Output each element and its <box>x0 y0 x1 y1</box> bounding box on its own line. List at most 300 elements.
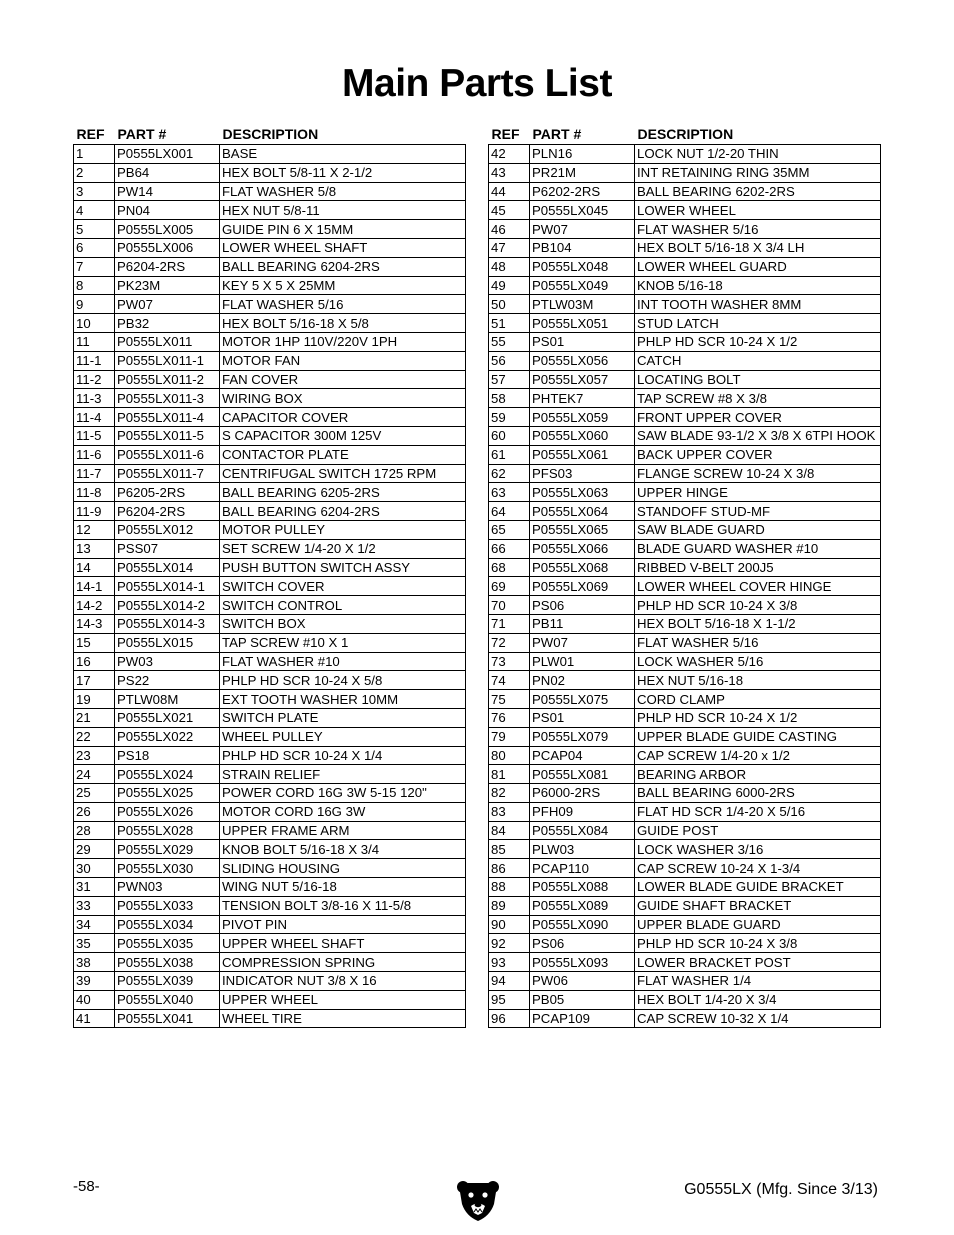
table-row <box>489 878 881 897</box>
ref-cell: 59 <box>489 408 530 427</box>
description-cell: TENSION BOLT 3/8-16 X 11-5/8 <box>220 896 466 915</box>
part-number-cell: PHTEK7 <box>530 389 635 408</box>
ref-cell: 89 <box>489 896 530 915</box>
table-row <box>489 502 881 521</box>
description-cell: WHEEL PULLEY <box>220 727 466 746</box>
table-row <box>489 821 881 840</box>
part-number-cell: PSS07 <box>115 539 220 558</box>
description-cell: FLAT WASHER 5/16 <box>635 220 881 239</box>
ref-cell: 60 <box>489 426 530 445</box>
table-row <box>74 765 466 784</box>
description-cell: CORD CLAMP <box>635 690 881 709</box>
table-row <box>74 671 466 690</box>
table-row <box>74 295 466 314</box>
description-cell: CONTACTOR PLATE <box>220 445 466 464</box>
part-number-cell: P0555LX012 <box>115 520 220 539</box>
table-row <box>489 558 881 577</box>
table-row <box>74 539 466 558</box>
table-row <box>489 163 881 182</box>
table-row <box>74 821 466 840</box>
description-cell: PHLP HD SCR 10-24 X 3/8 <box>635 596 881 615</box>
description-cell: S CAPACITOR 300M 125V <box>220 426 466 445</box>
description-cell: BEARING ARBOR <box>635 765 881 784</box>
description-cell: KNOB BOLT 5/16-18 X 3/4 <box>220 840 466 859</box>
ref-cell: 11-2 <box>74 370 115 389</box>
ref-cell: 11-8 <box>74 483 115 502</box>
part-number-cell: P0555LX022 <box>115 727 220 746</box>
part-number-cell: P0555LX015 <box>115 633 220 652</box>
part-number-cell: PLW01 <box>530 652 635 671</box>
part-number-cell: P0555LX034 <box>115 915 220 934</box>
parts-table-right-body <box>489 145 881 1028</box>
part-number-cell: PTLW03M <box>530 295 635 314</box>
part-number-cell: P0555LX014 <box>115 558 220 577</box>
table-row <box>489 351 881 370</box>
description-cell: CENTRIFUGAL SWITCH 1725 RPM <box>220 464 466 483</box>
ref-cell: 55 <box>489 332 530 351</box>
table-row <box>74 145 466 164</box>
table-row <box>74 990 466 1009</box>
description-cell: BACK UPPER COVER <box>635 445 881 464</box>
ref-column-header: REF <box>76 125 105 142</box>
description-cell: FLAT WASHER 5/16 <box>635 633 881 652</box>
part-number-cell: P0555LX038 <box>115 953 220 972</box>
table-row <box>489 464 881 483</box>
part-number-cell: P0555LX001 <box>115 145 220 164</box>
description-cell: MOTOR 1HP 110V/220V 1PH <box>220 332 466 351</box>
description-cell: HEX NUT 5/16-18 <box>635 671 881 690</box>
table-row <box>74 257 466 276</box>
ref-cell: 48 <box>489 257 530 276</box>
ref-cell: 34 <box>74 915 115 934</box>
table-row <box>489 445 881 464</box>
part-number-cell: PW07 <box>115 295 220 314</box>
parts-table-right <box>488 123 881 1028</box>
part-number-cell: PWN03 <box>115 878 220 897</box>
ref-cell: 38 <box>74 953 115 972</box>
ref-cell: 11-7 <box>74 464 115 483</box>
part-number-cell: P0555LX057 <box>530 370 635 389</box>
table-row <box>489 990 881 1009</box>
table-row <box>489 972 881 991</box>
ref-cell: 93 <box>489 953 530 972</box>
part-number-cell: PS18 <box>115 746 220 765</box>
part-number-cell: P0555LX040 <box>115 990 220 1009</box>
table-row <box>74 802 466 821</box>
table-row <box>489 483 881 502</box>
table-row <box>489 276 881 295</box>
table-row <box>74 351 466 370</box>
table-row <box>74 483 466 502</box>
description-cell: KNOB 5/16-18 <box>635 276 881 295</box>
table-row <box>74 201 466 220</box>
table-row <box>489 539 881 558</box>
table-row <box>74 953 466 972</box>
ref-cell: 9 <box>74 295 115 314</box>
table-row <box>74 520 466 539</box>
description-cell: KEY 5 X 5 X 25MM <box>220 276 466 295</box>
table-row <box>489 314 881 333</box>
part-number-cell: PW06 <box>530 972 635 991</box>
table-row <box>74 426 466 445</box>
ref-cell: 92 <box>489 934 530 953</box>
description-cell: LOWER BLADE GUIDE BRACKET <box>635 878 881 897</box>
part-number-cell: P0555LX048 <box>530 257 635 276</box>
part-number-cell: PS06 <box>530 596 635 615</box>
table-row <box>489 859 881 878</box>
ref-cell: 23 <box>74 746 115 765</box>
table-row <box>74 182 466 201</box>
part-number-cell: P0555LX021 <box>115 708 220 727</box>
table-row <box>74 972 466 991</box>
description-cell: WIRING BOX <box>220 389 466 408</box>
part-number-cell: P0555LX028 <box>115 821 220 840</box>
description-cell: PHLP HD SCR 10-24 X 5/8 <box>220 671 466 690</box>
table-row <box>489 408 881 427</box>
ref-cell: 83 <box>489 802 530 821</box>
ref-cell: 63 <box>489 483 530 502</box>
table-row <box>489 934 881 953</box>
part-number-cell: PCAP110 <box>530 859 635 878</box>
part-number-cell: PW14 <box>115 182 220 201</box>
part-number-cell: PS01 <box>530 708 635 727</box>
part-number-cell: P0555LX029 <box>115 840 220 859</box>
description-cell: FAN COVER <box>220 370 466 389</box>
description-cell: LOWER WHEEL COVER HINGE <box>635 577 881 596</box>
part-number-cell: PCAP109 <box>530 1009 635 1028</box>
table-row <box>489 614 881 633</box>
ref-cell: 61 <box>489 445 530 464</box>
ref-cell: 81 <box>489 765 530 784</box>
part-number-cell: P0555LX011-4 <box>115 408 220 427</box>
table-row <box>74 784 466 803</box>
description-cell: PHLP HD SCR 10-24 X 1/2 <box>635 332 881 351</box>
part-column-header: PART # <box>532 125 582 142</box>
table-row <box>489 727 881 746</box>
description-cell: GUIDE SHAFT BRACKET <box>635 896 881 915</box>
description-cell: BASE <box>220 145 466 164</box>
ref-cell: 62 <box>489 464 530 483</box>
table-row <box>74 445 466 464</box>
ref-cell: 49 <box>489 276 530 295</box>
description-cell: SWITCH COVER <box>220 577 466 596</box>
table-row <box>74 746 466 765</box>
ref-cell: 68 <box>489 558 530 577</box>
description-cell: HEX BOLT 5/16-18 X 1-1/2 <box>635 614 881 633</box>
table-row <box>489 708 881 727</box>
part-number-cell: P0555LX041 <box>115 1009 220 1028</box>
description-cell: CATCH <box>635 351 881 370</box>
description-cell: MOTOR CORD 16G 3W <box>220 802 466 821</box>
parts-table-left-body <box>74 145 466 1028</box>
ref-cell: 26 <box>74 802 115 821</box>
part-number-cell: P0555LX066 <box>530 539 635 558</box>
ref-cell: 40 <box>74 990 115 1009</box>
ref-cell: 12 <box>74 520 115 539</box>
part-column-header: PART # <box>117 125 167 142</box>
part-number-cell: P0555LX014-3 <box>115 614 220 633</box>
table-row <box>74 934 466 953</box>
table-header-row <box>489 123 881 145</box>
description-cell: FLAT HD SCR 1/4-20 X 5/16 <box>635 802 881 821</box>
description-cell: INT RETAINING RING 35MM <box>635 163 881 182</box>
part-number-cell: PB64 <box>115 163 220 182</box>
ref-cell: 43 <box>489 163 530 182</box>
part-number-cell: P0555LX089 <box>530 896 635 915</box>
part-number-cell: PS06 <box>530 934 635 953</box>
ref-cell: 10 <box>74 314 115 333</box>
description-cell: SAW BLADE GUARD <box>635 520 881 539</box>
part-number-cell: P6204-2RS <box>115 502 220 521</box>
ref-cell: 44 <box>489 182 530 201</box>
part-number-cell: P0555LX005 <box>115 220 220 239</box>
ref-cell: 47 <box>489 238 530 257</box>
description-cell: COMPRESSION SPRING <box>220 953 466 972</box>
part-number-cell: P0555LX064 <box>530 502 635 521</box>
ref-cell: 28 <box>74 821 115 840</box>
part-number-cell: P0555LX030 <box>115 859 220 878</box>
part-number-cell: PLN16 <box>530 145 635 164</box>
description-cell: PUSH BUTTON SWITCH ASSY <box>220 558 466 577</box>
part-number-cell: PW07 <box>530 220 635 239</box>
ref-cell: 14-3 <box>74 614 115 633</box>
ref-cell: 94 <box>489 972 530 991</box>
table-row <box>489 1009 881 1028</box>
table-row <box>489 746 881 765</box>
description-cell: MOTOR FAN <box>220 351 466 370</box>
part-number-cell: P0555LX014-2 <box>115 596 220 615</box>
table-row <box>489 220 881 239</box>
description-cell: INT TOOTH WASHER 8MM <box>635 295 881 314</box>
description-cell: FRONT UPPER COVER <box>635 408 881 427</box>
table-row <box>489 426 881 445</box>
table-row <box>74 727 466 746</box>
table-row <box>74 370 466 389</box>
page-title: Main Parts List <box>342 62 612 105</box>
ref-cell: 70 <box>489 596 530 615</box>
table-row <box>74 389 466 408</box>
part-number-cell: PB104 <box>530 238 635 257</box>
description-cell: LOWER WHEEL SHAFT <box>220 238 466 257</box>
ref-cell: 75 <box>489 690 530 709</box>
table-row <box>74 633 466 652</box>
table-row <box>74 332 466 351</box>
table-row <box>489 652 881 671</box>
table-row <box>74 840 466 859</box>
description-cell: GUIDE PIN 6 X 15MM <box>220 220 466 239</box>
part-number-cell: P0555LX068 <box>530 558 635 577</box>
ref-cell: 2 <box>74 163 115 182</box>
description-cell: TAP SCREW #8 X 3/8 <box>635 389 881 408</box>
description-cell: UPPER FRAME ARM <box>220 821 466 840</box>
description-cell: HEX BOLT 5/16-18 X 3/4 LH <box>635 238 881 257</box>
table-row <box>74 558 466 577</box>
ref-cell: 31 <box>74 878 115 897</box>
table-row <box>489 915 881 934</box>
ref-cell: 80 <box>489 746 530 765</box>
table-row <box>489 784 881 803</box>
part-number-cell: PTLW08M <box>115 690 220 709</box>
part-number-cell: P0555LX011 <box>115 332 220 351</box>
part-number-cell: P6205-2RS <box>115 483 220 502</box>
description-cell: WING NUT 5/16-18 <box>220 878 466 897</box>
ref-cell: 22 <box>74 727 115 746</box>
ref-cell: 42 <box>489 145 530 164</box>
description-cell: CAP SCREW 10-24 X 1-3/4 <box>635 859 881 878</box>
table-row <box>74 502 466 521</box>
ref-cell: 1 <box>74 145 115 164</box>
ref-cell: 57 <box>489 370 530 389</box>
description-cell: PHLP HD SCR 10-24 X 3/8 <box>635 934 881 953</box>
ref-cell: 85 <box>489 840 530 859</box>
part-number-cell: P0555LX060 <box>530 426 635 445</box>
ref-cell: 90 <box>489 915 530 934</box>
part-number-cell: PB05 <box>530 990 635 1009</box>
table-row <box>74 708 466 727</box>
description-cell: SWITCH BOX <box>220 614 466 633</box>
ref-cell: 14-1 <box>74 577 115 596</box>
description-cell: LOCK WASHER 3/16 <box>635 840 881 859</box>
ref-cell: 51 <box>489 314 530 333</box>
model-label: G0555LX (Mfg. Since 3/13) <box>684 1181 878 1198</box>
description-cell: LOCK WASHER 5/16 <box>635 652 881 671</box>
part-number-cell: PLW03 <box>530 840 635 859</box>
description-cell: CAP SCREW 10-32 X 1/4 <box>635 1009 881 1028</box>
table-row <box>74 652 466 671</box>
description-cell: UPPER HINGE <box>635 483 881 502</box>
table-row <box>74 408 466 427</box>
ref-cell: 82 <box>489 784 530 803</box>
table-header-row <box>74 123 466 145</box>
description-cell: STUD LATCH <box>635 314 881 333</box>
description-cell: MOTOR PULLEY <box>220 520 466 539</box>
part-number-cell: P0555LX056 <box>530 351 635 370</box>
part-number-cell: PK23M <box>115 276 220 295</box>
part-number-cell: P0555LX011-5 <box>115 426 220 445</box>
description-cell: BALL BEARING 6202-2RS <box>635 182 881 201</box>
ref-cell: 41 <box>74 1009 115 1028</box>
ref-cell: 65 <box>489 520 530 539</box>
table-row <box>489 520 881 539</box>
ref-cell: 56 <box>489 351 530 370</box>
part-number-cell: P6000-2RS <box>530 784 635 803</box>
description-cell: PIVOT PIN <box>220 915 466 934</box>
table-row <box>489 633 881 652</box>
part-number-cell: PN04 <box>115 201 220 220</box>
table-row <box>489 840 881 859</box>
part-number-cell: P0555LX051 <box>530 314 635 333</box>
ref-cell: 21 <box>74 708 115 727</box>
part-number-cell: P0555LX065 <box>530 520 635 539</box>
description-cell: LOCK NUT 1/2-20 THIN <box>635 145 881 164</box>
description-cell: BALL BEARING 6205-2RS <box>220 483 466 502</box>
description-cell: LOWER WHEEL <box>635 201 881 220</box>
description-cell: TAP SCREW #10 X 1 <box>220 633 466 652</box>
ref-cell: 7 <box>74 257 115 276</box>
description-cell: CAPACITOR COVER <box>220 408 466 427</box>
ref-cell: 71 <box>489 614 530 633</box>
ref-cell: 24 <box>74 765 115 784</box>
description-cell: CAP SCREW 1/4-20 x 1/2 <box>635 746 881 765</box>
ref-cell: 6 <box>74 238 115 257</box>
ref-cell: 72 <box>489 633 530 652</box>
table-row <box>74 163 466 182</box>
ref-cell: 16 <box>74 652 115 671</box>
ref-cell: 84 <box>489 821 530 840</box>
ref-cell: 4 <box>74 201 115 220</box>
ref-cell: 14 <box>74 558 115 577</box>
ref-cell: 11-5 <box>74 426 115 445</box>
ref-cell: 74 <box>489 671 530 690</box>
ref-cell: 66 <box>489 539 530 558</box>
table-row <box>74 859 466 878</box>
part-number-cell: P0555LX014-1 <box>115 577 220 596</box>
part-number-cell: P0555LX039 <box>115 972 220 991</box>
part-number-cell: P0555LX011-3 <box>115 389 220 408</box>
table-row <box>74 464 466 483</box>
table-row <box>74 915 466 934</box>
part-number-cell: P0555LX059 <box>530 408 635 427</box>
part-number-cell: P0555LX011-6 <box>115 445 220 464</box>
part-number-cell: P0555LX063 <box>530 483 635 502</box>
part-number-cell: PW03 <box>115 652 220 671</box>
ref-cell: 35 <box>74 934 115 953</box>
table-row <box>489 257 881 276</box>
part-number-cell: P0555LX033 <box>115 896 220 915</box>
table-row <box>489 896 881 915</box>
description-cell: FLANGE SCREW 10-24 X 3/8 <box>635 464 881 483</box>
parts-table-left <box>73 123 466 1028</box>
description-cell: HEX BOLT 5/8-11 X 2-1/2 <box>220 163 466 182</box>
description-cell: SET SCREW 1/4-20 X 1/2 <box>220 539 466 558</box>
description-cell: WHEEL TIRE <box>220 1009 466 1028</box>
table-row <box>489 690 881 709</box>
part-number-cell: P0555LX084 <box>530 821 635 840</box>
ref-cell: 58 <box>489 389 530 408</box>
ref-cell: 17 <box>74 671 115 690</box>
part-number-cell: PB32 <box>115 314 220 333</box>
part-number-cell: P6202-2RS <box>530 182 635 201</box>
ref-cell: 79 <box>489 727 530 746</box>
ref-cell: 29 <box>74 840 115 859</box>
description-cell: GUIDE POST <box>635 821 881 840</box>
description-cell: SWITCH PLATE <box>220 708 466 727</box>
part-number-cell: P0555LX049 <box>530 276 635 295</box>
part-number-cell: P0555LX079 <box>530 727 635 746</box>
description-cell: UPPER BLADE GUIDE CASTING <box>635 727 881 746</box>
description-cell: HEX BOLT 1/4-20 X 3/4 <box>635 990 881 1009</box>
table-row <box>74 314 466 333</box>
ref-cell: 3 <box>74 182 115 201</box>
table-row <box>74 220 466 239</box>
table-row <box>489 953 881 972</box>
table-row <box>489 389 881 408</box>
ref-cell: 5 <box>74 220 115 239</box>
ref-cell: 39 <box>74 972 115 991</box>
part-number-cell: P0555LX088 <box>530 878 635 897</box>
description-cell: SWITCH CONTROL <box>220 596 466 615</box>
bear-head-icon <box>456 1178 500 1222</box>
ref-cell: 46 <box>489 220 530 239</box>
description-cell: BALL BEARING 6204-2RS <box>220 502 466 521</box>
page-number: -58- <box>73 1178 100 1195</box>
ref-cell: 30 <box>74 859 115 878</box>
description-cell: LOCATING BOLT <box>635 370 881 389</box>
part-number-cell: PS22 <box>115 671 220 690</box>
part-number-cell: P0555LX090 <box>530 915 635 934</box>
part-number-cell: PN02 <box>530 671 635 690</box>
description-cell: INDICATOR NUT 3/8 X 16 <box>220 972 466 991</box>
